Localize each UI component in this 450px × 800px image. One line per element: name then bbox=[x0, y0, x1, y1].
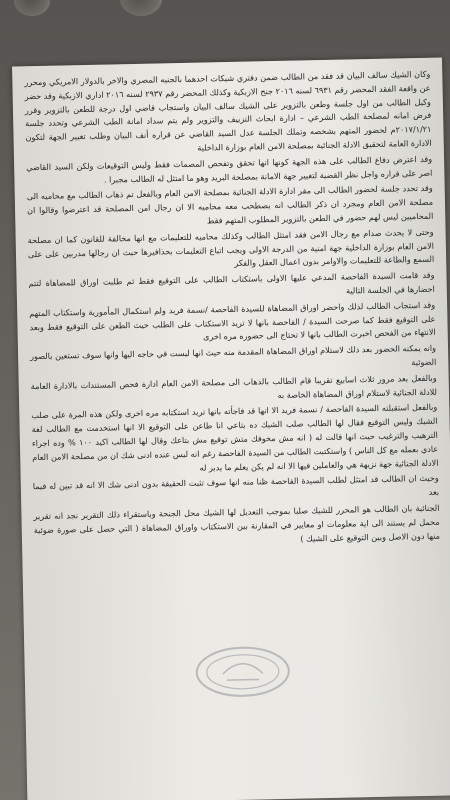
top-right-punch-hole bbox=[120, 0, 162, 16]
document-body bbox=[24, 68, 445, 798]
paragraph-4: وحتى لا يحدث صدام مع رجال الامن فقد امتثل الطالب وكذلك محاميه للتعليمات مع انها مخالفة للقانون كما ان مصلحة الامن العام بوزارة الداخلية جهة امنية من الدرجة الاولى ويجب اتباع التعليمات بحذافيرها حيث ان رجالها مدربين على على السمع والطاعة للتعليمات والاوامر بدون اعمال العقل والفكر bbox=[27, 226, 435, 269]
paragraph-11: الجنائية بان الطالب هو المحرر للشيك صلبا بموجب التعديل لها الشيك محل الجنحة وباستقراء ذلك التقرير نجد انه تقرير محمل لم يستند الى اية معلومات او معايير في المقارنة بين الاستكتاب واوراق المضاهاة ( التي حصل على صورة ضوئية منها دون الاصل وبين التوقيع على الشيك ) bbox=[33, 502, 441, 544]
paragraph-6: وقد استجاب الطالب لذلك واحضر اوراق المضاهاة للسيدة الفاحصة /نسمة فريد ولم استكمال المأمورية واستكتاب المتهم على التوقيع فقط كما صرحت السيدة / الفاحصة بانها لا تريد الاستكتاب على الطلب حيث الطعن على التوقيع فقط وبعد الانتهاء من الفحص اخبرت الطالب بانها لا تحتاج الى حضوره مره اخرى bbox=[29, 299, 436, 342]
top-left-punch-hole bbox=[14, 0, 50, 16]
paragraph-5: وقد قامت السيدة الفاحصة المدعي عليها الاولى باستكتاب الطالب على التوقيع فقط ثم طلبت اوراق للمضاهاة لتتم احضارها في الجلسة التالية bbox=[28, 269, 435, 296]
paragraph-2: وقد اعترض دفاع الطالب على هذه الجهة كونها انها تحقق وتفحص المصمات فقط وليس التوقيعات ولكن السيد القاضي اصر على قراره واجل نظر القضية لتغيير جهة الامانة بمصلحة البريد وهو ما امتثل له الطالب مجبرا . bbox=[26, 153, 433, 185]
paragraph-3: وقد تحدد جلسة لحضور الطالب الى مقر ادارة الادلة الجنائية بمصلحة الامن العام وبالفعل تم ذهاب الطالب مع محاميه الى مصلحة الامن العام ومجرد ان ذكر الطالب انه يصطحب معه محاميه الا ان رجال امن المصلحة قد اعترضوا وقالوا ان المحاميين ليس لهم حضور في الطعن بالتزوير المطلوب المتهم فقط bbox=[26, 183, 434, 226]
paragraph-10: وحيث ان الطالب قد امتثل لطلب السيدة الفاحصة ظنا منه انها سوف تثبت الحقيقة بدون ادنى شك الا انه قد تبين له فيما بعد bbox=[32, 472, 440, 497]
paragraph-8: وبالفعل بعد مرور ثلاث اسابيع تقريبا قام الطالب بالذهاب الى مصلحة الامن العام ادارة فحص المستندات بالادارة العامة للادلة الجنائية لاستلام اوراق المضاهاة الخاصة به bbox=[30, 372, 438, 400]
document-page bbox=[12, 57, 450, 800]
paragraph-1: وكان الشيك سالف البيان قد فقد من الطالب ضمن دفتري شيكات احدهما بالجنيه المصري والاخر بالدولار الامريكي ومحرر عن واقعة الفقد المحضر رقم ٦٩٣١ لسنه ٢٠١٦ جنح الازبكية وكذلك المحضر رقم ٢٩٣٧ لسنه ٢٠١٦ اداري الازبكية وقد حضر وكيل الطالب من اول جلسة وطعن بالتزوير على الشيك سالف البيان واستجاب قاضي اول درجة للطعن بالتزوير وقرر فرض امانه لمصلحة الطب الشرعي – ادارة ابحاث التزييف والتزوير ولم يتم سداد امانة الطب الشرعي وتحدد جلسة ٢٠١٧/١/٢١م لحضور المتهم بشخصه وتملك الجلسة عدل السيد القاضي عن قراره أنف البيان وطلب تغيير الجهة لتكون الادارة العامة لتحقيق الادلة الجنائية بمصلحة الامن العام بوزارة الداخلية bbox=[24, 68, 432, 153]
paragraph-9: وبالفعل استقبلته السيدة الفاحصة / نسمة فريد الا انها قد فاجأته بانها تريد استكتابه مره اخرى ولكن هذه المرة على صلب الشيك وليس التوقيع فقال لها الطالب صلب الشيك ده بتاعي انا طاعن على التوقيع الا انها استخدمت مع الطالب لغة الترهيب والترغيب حيث انها قالت له ( انه مش مخوفك متش توقيع مش بتاعك وقال لها الطالب اكيد ١٠٠ % وده اجراء عادي بعمله مع كل الناس ) واستكتبت الطالب من السيدة الفاحصة رغم انه ليس عنده ادنى شك ان من مصلحة الامن العام الادلة الجنائية جهة نزيهة هي والعاملين فيها الا انه لم يكن يعلم ما يدبر له bbox=[31, 402, 439, 473]
paragraph-7: وانه يمكنه الحضور بعد ذلك لاستلام اوراق المضاهاة المقدمة منه حيث انها ليست في حاجه اليها وانها سوف تستعين بالصور الضوئية bbox=[30, 342, 437, 368]
